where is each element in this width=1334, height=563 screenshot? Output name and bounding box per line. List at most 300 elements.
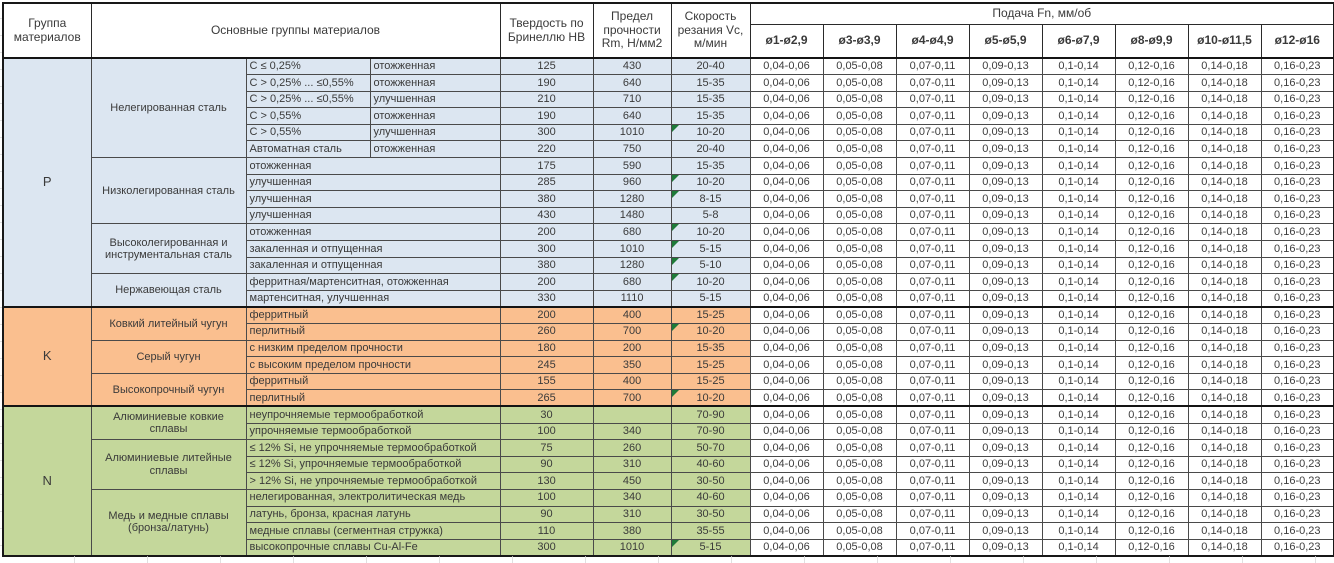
feed-value-cell-d2[interactable]: 0,05-0,08 <box>823 473 896 490</box>
feed-value-cell-d1[interactable]: 0,04-0,06 <box>750 141 823 158</box>
feed-value-cell-d4[interactable]: 0,09-0,13 <box>969 489 1042 506</box>
feed-value-cell-d7[interactable]: 0,14-0,18 <box>1188 124 1261 141</box>
feed-value-cell-d1[interactable]: 0,04-0,06 <box>750 539 823 556</box>
feed-value-cell-d8[interactable]: 0,16-0,23 <box>1261 191 1334 208</box>
feed-value-cell-d8[interactable]: 0,16-0,23 <box>1261 274 1334 291</box>
feed-value-cell-d6[interactable]: 0,12-0,16 <box>1115 523 1188 540</box>
feed-value-cell-d6[interactable]: 0,12-0,16 <box>1115 489 1188 506</box>
header-feed-diameter-8[interactable]: ø12-ø16 <box>1261 24 1334 58</box>
feed-value-cell-d5[interactable]: 0,1-0,14 <box>1042 406 1115 423</box>
feed-value-cell-d2[interactable]: 0,05-0,08 <box>823 539 896 556</box>
feed-value-cell-d6[interactable]: 0,12-0,16 <box>1115 191 1188 208</box>
feed-value-cell-d1[interactable]: 0,04-0,06 <box>750 191 823 208</box>
feed-value-cell-d3[interactable]: 0,07-0,11 <box>896 141 969 158</box>
hardness-cell[interactable]: 210 <box>500 91 593 108</box>
feed-value-cell-d4[interactable]: 0,09-0,13 <box>969 307 1042 324</box>
strength-cell[interactable]: 680 <box>593 224 671 241</box>
feed-value-cell-d7[interactable]: 0,14-0,18 <box>1188 324 1261 341</box>
feed-value-cell-d6[interactable]: 0,12-0,16 <box>1115 124 1188 141</box>
feed-value-cell-d2[interactable]: 0,05-0,08 <box>823 307 896 324</box>
strength-cell[interactable]: 400 <box>593 307 671 324</box>
feed-value-cell-d7[interactable]: 0,14-0,18 <box>1188 390 1261 407</box>
material-condition-cell[interactable]: улучшенная <box>370 91 500 108</box>
cutting-speed-cell[interactable]: 8-15 <box>671 191 750 208</box>
strength-cell[interactable]: 1110 <box>593 290 671 307</box>
material-spec-cell[interactable]: C > 0,25% ... ≤0,55% <box>246 91 370 108</box>
feed-value-cell-d6[interactable]: 0,12-0,16 <box>1115 324 1188 341</box>
feed-value-cell-d8[interactable]: 0,16-0,23 <box>1261 141 1334 158</box>
strength-cell[interactable]: 710 <box>593 91 671 108</box>
feed-value-cell-d6[interactable]: 0,12-0,16 <box>1115 274 1188 291</box>
feed-value-cell-d8[interactable]: 0,16-0,23 <box>1261 58 1334 75</box>
header-cutting-speed[interactable]: Скорость резания Vc, м/мин <box>671 3 750 58</box>
feed-value-cell-d6[interactable]: 0,12-0,16 <box>1115 257 1188 274</box>
feed-value-cell-d7[interactable]: 0,14-0,18 <box>1188 489 1261 506</box>
feed-value-cell-d1[interactable]: 0,04-0,06 <box>750 456 823 473</box>
feed-value-cell-d3[interactable]: 0,07-0,11 <box>896 257 969 274</box>
feed-value-cell-d3[interactable]: 0,07-0,11 <box>896 340 969 357</box>
feed-value-cell-d4[interactable]: 0,09-0,13 <box>969 91 1042 108</box>
feed-value-cell-d2[interactable]: 0,05-0,08 <box>823 440 896 457</box>
feed-value-cell-d5[interactable]: 0,1-0,14 <box>1042 390 1115 407</box>
feed-value-cell-d6[interactable]: 0,12-0,16 <box>1115 406 1188 423</box>
hardness-cell[interactable]: 75 <box>500 440 593 457</box>
feed-value-cell-d5[interactable]: 0,1-0,14 <box>1042 423 1115 440</box>
feed-value-cell-d1[interactable]: 0,04-0,06 <box>750 324 823 341</box>
feed-value-cell-d7[interactable]: 0,14-0,18 <box>1188 224 1261 241</box>
feed-value-cell-d7[interactable]: 0,14-0,18 <box>1188 58 1261 75</box>
feed-value-cell-d6[interactable]: 0,12-0,16 <box>1115 241 1188 258</box>
hardness-cell[interactable]: 380 <box>500 257 593 274</box>
strength-cell[interactable]: 680 <box>593 274 671 291</box>
feed-value-cell-d1[interactable]: 0,04-0,06 <box>750 340 823 357</box>
material-condition-cell[interactable]: закаленная и отпущенная <box>246 257 500 274</box>
strength-cell[interactable]: 960 <box>593 174 671 191</box>
feed-value-cell-d1[interactable]: 0,04-0,06 <box>750 91 823 108</box>
material-condition-cell[interactable]: ≤ 12% Si, упрочняемые термообработкой <box>246 456 500 473</box>
feed-value-cell-d7[interactable]: 0,14-0,18 <box>1188 456 1261 473</box>
feed-value-cell-d2[interactable]: 0,05-0,08 <box>823 257 896 274</box>
strength-cell[interactable]: 700 <box>593 390 671 407</box>
feed-value-cell-d8[interactable]: 0,16-0,23 <box>1261 406 1334 423</box>
feed-value-cell-d4[interactable]: 0,09-0,13 <box>969 158 1042 175</box>
feed-value-cell-d4[interactable]: 0,09-0,13 <box>969 456 1042 473</box>
feed-value-cell-d2[interactable]: 0,05-0,08 <box>823 191 896 208</box>
strength-cell[interactable]: 340 <box>593 423 671 440</box>
cutting-speed-cell[interactable]: 50-70 <box>671 440 750 457</box>
cutting-speed-cell[interactable]: 10-20 <box>671 390 750 407</box>
feed-value-cell-d6[interactable]: 0,12-0,16 <box>1115 174 1188 191</box>
strength-cell[interactable]: 700 <box>593 324 671 341</box>
feed-value-cell-d5[interactable]: 0,1-0,14 <box>1042 108 1115 125</box>
feed-value-cell-d8[interactable]: 0,16-0,23 <box>1261 456 1334 473</box>
header-feed-diameter-6[interactable]: ø8-ø9,9 <box>1115 24 1188 58</box>
hardness-cell[interactable]: 30 <box>500 406 593 423</box>
material-condition-cell[interactable]: отожженная <box>246 224 500 241</box>
material-condition-cell[interactable]: отожженная <box>246 158 500 175</box>
cutting-speed-cell[interactable]: 10-20 <box>671 324 750 341</box>
material-condition-cell[interactable]: ≤ 12% Si, не упрочняемые термообработкой <box>246 440 500 457</box>
feed-value-cell-d6[interactable]: 0,12-0,16 <box>1115 207 1188 224</box>
material-condition-cell[interactable]: перлитный <box>246 390 500 407</box>
strength-cell[interactable]: 1010 <box>593 124 671 141</box>
cutting-speed-cell[interactable]: 5-8 <box>671 207 750 224</box>
material-spec-cell[interactable]: Автоматная сталь <box>246 141 370 158</box>
feed-value-cell-d2[interactable]: 0,05-0,08 <box>823 224 896 241</box>
feed-value-cell-d3[interactable]: 0,07-0,11 <box>896 224 969 241</box>
feed-value-cell-d4[interactable]: 0,09-0,13 <box>969 539 1042 556</box>
feed-value-cell-d1[interactable]: 0,04-0,06 <box>750 124 823 141</box>
feed-value-cell-d7[interactable]: 0,14-0,18 <box>1188 357 1261 374</box>
feed-value-cell-d7[interactable]: 0,14-0,18 <box>1188 406 1261 423</box>
material-condition-cell[interactable]: ферритная/мартенситная, отожженная <box>246 274 500 291</box>
feed-value-cell-d6[interactable]: 0,12-0,16 <box>1115 158 1188 175</box>
strength-cell[interactable]: 340 <box>593 489 671 506</box>
feed-value-cell-d7[interactable]: 0,14-0,18 <box>1188 290 1261 307</box>
hardness-cell[interactable]: 260 <box>500 324 593 341</box>
feed-value-cell-d3[interactable]: 0,07-0,11 <box>896 290 969 307</box>
feed-value-cell-d4[interactable]: 0,09-0,13 <box>969 124 1042 141</box>
feed-value-cell-d4[interactable]: 0,09-0,13 <box>969 423 1042 440</box>
feed-value-cell-d3[interactable]: 0,07-0,11 <box>896 207 969 224</box>
feed-value-cell-d7[interactable]: 0,14-0,18 <box>1188 307 1261 324</box>
feed-value-cell-d2[interactable]: 0,05-0,08 <box>823 324 896 341</box>
feed-value-cell-d3[interactable]: 0,07-0,11 <box>896 390 969 407</box>
feed-value-cell-d7[interactable]: 0,14-0,18 <box>1188 191 1261 208</box>
feed-value-cell-d3[interactable]: 0,07-0,11 <box>896 456 969 473</box>
material-condition-cell[interactable]: латунь, бронза, красная латунь <box>246 506 500 523</box>
material-family-cell[interactable]: Высокопрочный чугун <box>91 373 246 406</box>
header-feed-diameter-4[interactable]: ø5-ø5,9 <box>969 24 1042 58</box>
strength-cell[interactable] <box>593 406 671 423</box>
cutting-speed-cell[interactable]: 10-20 <box>671 174 750 191</box>
feed-value-cell-d3[interactable]: 0,07-0,11 <box>896 357 969 374</box>
feed-value-cell-d5[interactable]: 0,1-0,14 <box>1042 75 1115 92</box>
feed-value-cell-d1[interactable]: 0,04-0,06 <box>750 274 823 291</box>
feed-value-cell-d6[interactable]: 0,12-0,16 <box>1115 440 1188 457</box>
feed-value-cell-d4[interactable]: 0,09-0,13 <box>969 506 1042 523</box>
feed-value-cell-d6[interactable]: 0,12-0,16 <box>1115 307 1188 324</box>
feed-value-cell-d6[interactable]: 0,12-0,16 <box>1115 423 1188 440</box>
feed-value-cell-d7[interactable]: 0,14-0,18 <box>1188 473 1261 490</box>
cutting-speed-cell[interactable]: 20-40 <box>671 58 750 75</box>
feed-value-cell-d4[interactable]: 0,09-0,13 <box>969 274 1042 291</box>
material-condition-cell[interactable]: перлитный <box>246 324 500 341</box>
feed-value-cell-d5[interactable]: 0,1-0,14 <box>1042 241 1115 258</box>
material-condition-cell[interactable]: медные сплавы (сегментная стружка) <box>246 523 500 540</box>
feed-value-cell-d5[interactable]: 0,1-0,14 <box>1042 357 1115 374</box>
feed-value-cell-d6[interactable]: 0,12-0,16 <box>1115 224 1188 241</box>
feed-value-cell-d8[interactable]: 0,16-0,23 <box>1261 108 1334 125</box>
strength-cell[interactable]: 590 <box>593 158 671 175</box>
feed-value-cell-d6[interactable]: 0,12-0,16 <box>1115 108 1188 125</box>
feed-value-cell-d3[interactable]: 0,07-0,11 <box>896 108 969 125</box>
feed-value-cell-d1[interactable]: 0,04-0,06 <box>750 357 823 374</box>
hardness-cell[interactable]: 380 <box>500 191 593 208</box>
feed-value-cell-d5[interactable]: 0,1-0,14 <box>1042 124 1115 141</box>
feed-value-cell-d5[interactable]: 0,1-0,14 <box>1042 290 1115 307</box>
strength-cell[interactable]: 310 <box>593 456 671 473</box>
feed-value-cell-d7[interactable]: 0,14-0,18 <box>1188 523 1261 540</box>
feed-value-cell-d8[interactable]: 0,16-0,23 <box>1261 440 1334 457</box>
feed-value-cell-d1[interactable]: 0,04-0,06 <box>750 257 823 274</box>
material-spec-cell[interactable]: C > 0,25% ... ≤0,55% <box>246 75 370 92</box>
group-code-cell[interactable]: N <box>3 406 91 555</box>
feed-value-cell-d4[interactable]: 0,09-0,13 <box>969 191 1042 208</box>
feed-value-cell-d5[interactable]: 0,1-0,14 <box>1042 539 1115 556</box>
feed-value-cell-d3[interactable]: 0,07-0,11 <box>896 274 969 291</box>
feed-value-cell-d5[interactable]: 0,1-0,14 <box>1042 506 1115 523</box>
feed-value-cell-d2[interactable]: 0,05-0,08 <box>823 340 896 357</box>
feed-value-cell-d3[interactable]: 0,07-0,11 <box>896 91 969 108</box>
feed-value-cell-d3[interactable]: 0,07-0,11 <box>896 473 969 490</box>
feed-value-cell-d4[interactable]: 0,09-0,13 <box>969 108 1042 125</box>
strength-cell[interactable]: 1280 <box>593 257 671 274</box>
material-condition-cell[interactable]: отожженная <box>370 108 500 125</box>
feed-value-cell-d4[interactable]: 0,09-0,13 <box>969 58 1042 75</box>
material-condition-cell[interactable]: мартенситная, улучшенная <box>246 290 500 307</box>
cutting-speed-cell[interactable]: 10-20 <box>671 224 750 241</box>
cutting-speed-cell[interactable]: 35-55 <box>671 523 750 540</box>
feed-value-cell-d8[interactable]: 0,16-0,23 <box>1261 207 1334 224</box>
feed-value-cell-d7[interactable]: 0,14-0,18 <box>1188 91 1261 108</box>
feed-value-cell-d2[interactable]: 0,05-0,08 <box>823 523 896 540</box>
feed-value-cell-d5[interactable]: 0,1-0,14 <box>1042 523 1115 540</box>
strength-cell[interactable]: 380 <box>593 523 671 540</box>
cutting-speed-cell[interactable]: 40-60 <box>671 489 750 506</box>
feed-value-cell-d2[interactable]: 0,05-0,08 <box>823 423 896 440</box>
feed-value-cell-d8[interactable]: 0,16-0,23 <box>1261 423 1334 440</box>
feed-value-cell-d2[interactable]: 0,05-0,08 <box>823 91 896 108</box>
feed-value-cell-d4[interactable]: 0,09-0,13 <box>969 224 1042 241</box>
strength-cell[interactable]: 310 <box>593 506 671 523</box>
feed-value-cell-d3[interactable]: 0,07-0,11 <box>896 158 969 175</box>
feed-value-cell-d1[interactable]: 0,04-0,06 <box>750 473 823 490</box>
header-feed-diameter-1[interactable]: ø1-ø2,9 <box>750 24 823 58</box>
feed-value-cell-d2[interactable]: 0,05-0,08 <box>823 108 896 125</box>
feed-value-cell-d5[interactable]: 0,1-0,14 <box>1042 257 1115 274</box>
hardness-cell[interactable]: 300 <box>500 539 593 556</box>
feed-value-cell-d4[interactable]: 0,09-0,13 <box>969 357 1042 374</box>
feed-value-cell-d6[interactable]: 0,12-0,16 <box>1115 390 1188 407</box>
cutting-speed-cell[interactable]: 5-15 <box>671 290 750 307</box>
feed-value-cell-d2[interactable]: 0,05-0,08 <box>823 390 896 407</box>
hardness-cell[interactable]: 430 <box>500 207 593 224</box>
feed-value-cell-d8[interactable]: 0,16-0,23 <box>1261 324 1334 341</box>
hardness-cell[interactable]: 90 <box>500 506 593 523</box>
material-condition-cell[interactable]: с низким пределом прочности <box>246 340 500 357</box>
feed-value-cell-d8[interactable]: 0,16-0,23 <box>1261 340 1334 357</box>
feed-value-cell-d4[interactable]: 0,09-0,13 <box>969 241 1042 258</box>
feed-value-cell-d6[interactable]: 0,12-0,16 <box>1115 456 1188 473</box>
material-family-cell[interactable]: Низколегированная сталь <box>91 158 246 224</box>
feed-value-cell-d5[interactable]: 0,1-0,14 <box>1042 456 1115 473</box>
material-condition-cell[interactable]: нелегированная, электролитическая медь <box>246 489 500 506</box>
feed-value-cell-d2[interactable]: 0,05-0,08 <box>823 489 896 506</box>
hardness-cell[interactable]: 155 <box>500 373 593 390</box>
group-code-cell[interactable]: K <box>3 307 91 407</box>
material-family-cell[interactable]: Нержавеющая сталь <box>91 274 246 307</box>
material-condition-cell[interactable]: улучшенная <box>246 174 500 191</box>
feed-value-cell-d1[interactable]: 0,04-0,06 <box>750 523 823 540</box>
strength-cell[interactable]: 260 <box>593 440 671 457</box>
hardness-cell[interactable]: 300 <box>500 241 593 258</box>
feed-value-cell-d7[interactable]: 0,14-0,18 <box>1188 373 1261 390</box>
material-family-cell[interactable]: Алюминиевые ковкие сплавы <box>91 406 246 439</box>
feed-value-cell-d2[interactable]: 0,05-0,08 <box>823 290 896 307</box>
cutting-speed-cell[interactable]: 15-35 <box>671 340 750 357</box>
feed-value-cell-d2[interactable]: 0,05-0,08 <box>823 207 896 224</box>
material-condition-cell[interactable]: с высоким пределом прочности <box>246 357 500 374</box>
feed-value-cell-d1[interactable]: 0,04-0,06 <box>750 241 823 258</box>
feed-value-cell-d4[interactable]: 0,09-0,13 <box>969 290 1042 307</box>
feed-value-cell-d8[interactable]: 0,16-0,23 <box>1261 257 1334 274</box>
material-condition-cell[interactable]: улучшенная <box>246 191 500 208</box>
feed-value-cell-d6[interactable]: 0,12-0,16 <box>1115 473 1188 490</box>
cutting-speed-cell[interactable]: 15-25 <box>671 307 750 324</box>
feed-value-cell-d3[interactable]: 0,07-0,11 <box>896 489 969 506</box>
feed-value-cell-d7[interactable]: 0,14-0,18 <box>1188 539 1261 556</box>
feed-value-cell-d8[interactable]: 0,16-0,23 <box>1261 290 1334 307</box>
feed-value-cell-d2[interactable]: 0,05-0,08 <box>823 158 896 175</box>
header-feed-diameter-3[interactable]: ø4-ø4,9 <box>896 24 969 58</box>
feed-value-cell-d6[interactable]: 0,12-0,16 <box>1115 290 1188 307</box>
hardness-cell[interactable]: 190 <box>500 75 593 92</box>
feed-value-cell-d2[interactable]: 0,05-0,08 <box>823 58 896 75</box>
hardness-cell[interactable]: 190 <box>500 108 593 125</box>
feed-value-cell-d4[interactable]: 0,09-0,13 <box>969 390 1042 407</box>
material-condition-cell[interactable]: закаленная и отпущенная <box>246 241 500 258</box>
feed-value-cell-d6[interactable]: 0,12-0,16 <box>1115 506 1188 523</box>
feed-value-cell-d8[interactable]: 0,16-0,23 <box>1261 357 1334 374</box>
feed-value-cell-d6[interactable]: 0,12-0,16 <box>1115 340 1188 357</box>
material-condition-cell[interactable]: улучшенная <box>370 124 500 141</box>
feed-value-cell-d6[interactable]: 0,12-0,16 <box>1115 58 1188 75</box>
cutting-speed-cell[interactable]: 15-35 <box>671 91 750 108</box>
feed-value-cell-d5[interactable]: 0,1-0,14 <box>1042 307 1115 324</box>
strength-cell[interactable]: 750 <box>593 141 671 158</box>
feed-value-cell-d1[interactable]: 0,04-0,06 <box>750 158 823 175</box>
feed-value-cell-d8[interactable]: 0,16-0,23 <box>1261 75 1334 92</box>
feed-value-cell-d4[interactable]: 0,09-0,13 <box>969 340 1042 357</box>
material-condition-cell[interactable]: неупрочняемые термообработкой <box>246 406 500 423</box>
strength-cell[interactable]: 400 <box>593 373 671 390</box>
feed-value-cell-d6[interactable]: 0,12-0,16 <box>1115 357 1188 374</box>
feed-value-cell-d6[interactable]: 0,12-0,16 <box>1115 539 1188 556</box>
feed-value-cell-d5[interactable]: 0,1-0,14 <box>1042 473 1115 490</box>
cutting-speed-cell[interactable]: 15-25 <box>671 357 750 374</box>
feed-value-cell-d4[interactable]: 0,09-0,13 <box>969 523 1042 540</box>
strength-cell[interactable]: 1280 <box>593 191 671 208</box>
feed-value-cell-d8[interactable]: 0,16-0,23 <box>1261 523 1334 540</box>
hardness-cell[interactable]: 175 <box>500 158 593 175</box>
feed-value-cell-d7[interactable]: 0,14-0,18 <box>1188 274 1261 291</box>
hardness-cell[interactable]: 100 <box>500 489 593 506</box>
material-condition-cell[interactable]: ферритный <box>246 307 500 324</box>
cutting-speed-cell[interactable]: 15-35 <box>671 75 750 92</box>
feed-value-cell-d5[interactable]: 0,1-0,14 <box>1042 141 1115 158</box>
material-condition-cell[interactable]: отожженная <box>370 141 500 158</box>
feed-value-cell-d4[interactable]: 0,09-0,13 <box>969 75 1042 92</box>
feed-value-cell-d8[interactable]: 0,16-0,23 <box>1261 91 1334 108</box>
feed-value-cell-d6[interactable]: 0,12-0,16 <box>1115 91 1188 108</box>
feed-value-cell-d3[interactable]: 0,07-0,11 <box>896 124 969 141</box>
strength-cell[interactable]: 1480 <box>593 207 671 224</box>
feed-value-cell-d4[interactable]: 0,09-0,13 <box>969 406 1042 423</box>
cutting-speed-cell[interactable]: 15-25 <box>671 373 750 390</box>
strength-cell[interactable]: 430 <box>593 58 671 75</box>
feed-value-cell-d8[interactable]: 0,16-0,23 <box>1261 473 1334 490</box>
feed-value-cell-d7[interactable]: 0,14-0,18 <box>1188 440 1261 457</box>
header-feed[interactable]: Подача Fn, мм/об <box>750 3 1334 24</box>
feed-value-cell-d3[interactable]: 0,07-0,11 <box>896 75 969 92</box>
material-spec-cell[interactable]: C > 0,55% <box>246 124 370 141</box>
feed-value-cell-d1[interactable]: 0,04-0,06 <box>750 58 823 75</box>
hardness-cell[interactable]: 90 <box>500 456 593 473</box>
cutting-speed-cell[interactable]: 30-50 <box>671 506 750 523</box>
feed-value-cell-d1[interactable]: 0,04-0,06 <box>750 406 823 423</box>
feed-value-cell-d2[interactable]: 0,05-0,08 <box>823 456 896 473</box>
feed-value-cell-d5[interactable]: 0,1-0,14 <box>1042 207 1115 224</box>
material-spec-cell[interactable]: C ≤ 0,25% <box>246 58 370 75</box>
feed-value-cell-d7[interactable]: 0,14-0,18 <box>1188 241 1261 258</box>
feed-value-cell-d8[interactable]: 0,16-0,23 <box>1261 307 1334 324</box>
hardness-cell[interactable]: 330 <box>500 290 593 307</box>
feed-value-cell-d4[interactable]: 0,09-0,13 <box>969 440 1042 457</box>
feed-value-cell-d4[interactable]: 0,09-0,13 <box>969 473 1042 490</box>
feed-value-cell-d2[interactable]: 0,05-0,08 <box>823 174 896 191</box>
feed-value-cell-d3[interactable]: 0,07-0,11 <box>896 373 969 390</box>
cutting-speed-cell[interactable]: 5-15 <box>671 241 750 258</box>
feed-value-cell-d5[interactable]: 0,1-0,14 <box>1042 91 1115 108</box>
feed-value-cell-d8[interactable]: 0,16-0,23 <box>1261 158 1334 175</box>
cutting-speed-cell[interactable]: 40-60 <box>671 456 750 473</box>
feed-value-cell-d5[interactable]: 0,1-0,14 <box>1042 158 1115 175</box>
feed-value-cell-d8[interactable]: 0,16-0,23 <box>1261 224 1334 241</box>
strength-cell[interactable]: 450 <box>593 473 671 490</box>
cutting-speed-cell[interactable]: 70-90 <box>671 406 750 423</box>
feed-value-cell-d3[interactable]: 0,07-0,11 <box>896 506 969 523</box>
material-family-cell[interactable]: Нелегированная сталь <box>91 58 246 158</box>
feed-value-cell-d7[interactable]: 0,14-0,18 <box>1188 174 1261 191</box>
feed-value-cell-d6[interactable]: 0,12-0,16 <box>1115 373 1188 390</box>
feed-value-cell-d1[interactable]: 0,04-0,06 <box>750 506 823 523</box>
header-feed-diameter-2[interactable]: ø3-ø3,9 <box>823 24 896 58</box>
feed-value-cell-d4[interactable]: 0,09-0,13 <box>969 207 1042 224</box>
feed-value-cell-d2[interactable]: 0,05-0,08 <box>823 124 896 141</box>
strength-cell[interactable]: 640 <box>593 108 671 125</box>
feed-value-cell-d2[interactable]: 0,05-0,08 <box>823 75 896 92</box>
feed-value-cell-d4[interactable]: 0,09-0,13 <box>969 324 1042 341</box>
cutting-speed-cell[interactable]: 15-35 <box>671 158 750 175</box>
strength-cell[interactable]: 1010 <box>593 539 671 556</box>
feed-value-cell-d8[interactable]: 0,16-0,23 <box>1261 124 1334 141</box>
material-condition-cell[interactable]: высокопрочные сплавы Cu-Al-Fe <box>246 539 500 556</box>
cutting-speed-cell[interactable]: 30-50 <box>671 473 750 490</box>
feed-value-cell-d5[interactable]: 0,1-0,14 <box>1042 340 1115 357</box>
feed-value-cell-d7[interactable]: 0,14-0,18 <box>1188 158 1261 175</box>
feed-value-cell-d1[interactable]: 0,04-0,06 <box>750 423 823 440</box>
header-main-material-groups[interactable]: Основные группы материалов <box>91 3 500 58</box>
hardness-cell[interactable]: 200 <box>500 224 593 241</box>
feed-value-cell-d2[interactable]: 0,05-0,08 <box>823 373 896 390</box>
feed-value-cell-d8[interactable]: 0,16-0,23 <box>1261 390 1334 407</box>
feed-value-cell-d2[interactable]: 0,05-0,08 <box>823 357 896 374</box>
feed-value-cell-d7[interactable]: 0,14-0,18 <box>1188 506 1261 523</box>
feed-value-cell-d7[interactable]: 0,14-0,18 <box>1188 423 1261 440</box>
feed-value-cell-d5[interactable]: 0,1-0,14 <box>1042 440 1115 457</box>
feed-value-cell-d5[interactable]: 0,1-0,14 <box>1042 489 1115 506</box>
